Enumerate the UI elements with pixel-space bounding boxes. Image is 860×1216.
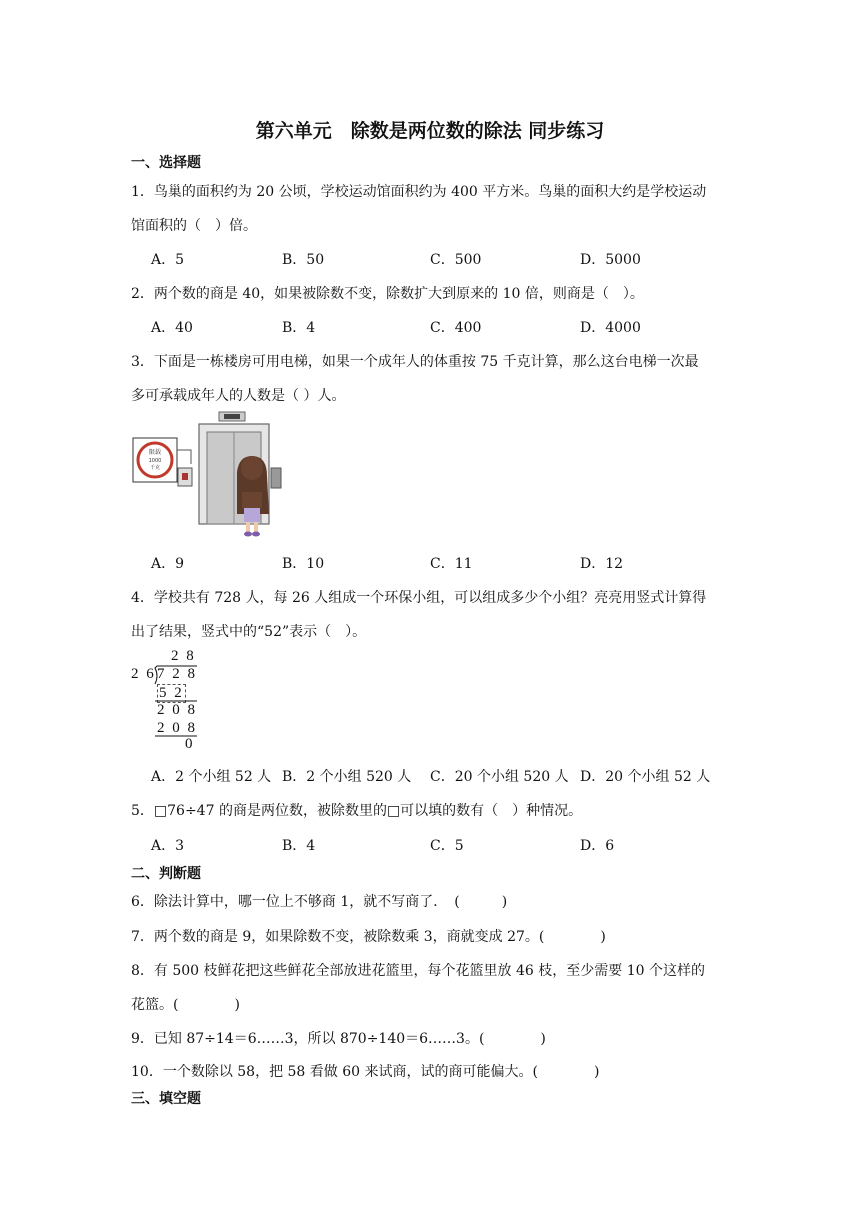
question-5-option-a: A．3	[151, 838, 185, 854]
question-3-option-d: D．12	[580, 556, 624, 572]
question-4-option-d: D．20 个小组 52 人	[580, 769, 711, 785]
division-step-1: 5 2	[159, 685, 184, 701]
sign-text-1: 限载	[148, 449, 162, 456]
question-2-option-b: B．4	[282, 320, 316, 336]
question-8-line-1: 8．有 500 枝鲜花把这些鲜花全部放进花篮里，每个花篮里放 46 枝，至少需要 10 个这样的	[131, 963, 705, 979]
division-quotient: 2 8	[171, 648, 196, 664]
long-division	[131, 648, 211, 752]
sign-text-3: 千克	[149, 465, 161, 471]
question-3-line-2: 多可承载成年人的人数是（ ）人。	[131, 388, 346, 404]
question-5-line-1: 5．□76÷47 的商是两位数，被除数里的□可以填的数有（ ）种情况。	[131, 803, 583, 819]
button-panel	[271, 468, 281, 488]
question-1-option-a: A．5	[151, 252, 185, 268]
question-3-option-c: C．11	[430, 556, 473, 572]
question-4-line-1: 4．学校共有 728 人，每 26 人组成一个环保小组，可以组成多少个小组？亮亮用竖式计算得	[131, 590, 707, 606]
question-1-line-1: 1．鸟巢的面积约为 20 公顷，学校运动馆面积约为 400 平方米。鸟巢的面积大约是学校运动	[131, 184, 707, 200]
question-1-line-2: 馆面积的（ ）倍。	[131, 218, 257, 234]
elevator-illustration	[131, 410, 301, 540]
question-7: 7．两个数的商是 9，如果除数不变，被除数乘 3，商就变成 27。( )	[131, 929, 606, 945]
question-5-option-c: C．5	[430, 838, 464, 854]
question-2-option-d: D．4000	[580, 320, 641, 336]
question-1-option-c: C．500	[430, 252, 482, 268]
question-1-option-b: B．50	[282, 252, 325, 268]
question-2-option-a: A．40	[151, 320, 193, 336]
section-heading-choice: 一、选择题	[131, 155, 201, 171]
division-step-2: 2 0 8	[157, 702, 197, 718]
section-heading-judge: 二、判断题	[131, 866, 201, 882]
question-2-option-c: C．400	[430, 320, 482, 336]
page-title: 第六单元 除数是两位数的除法 同步练习	[255, 120, 605, 142]
question-2-line-1: 2．两个数的商是 40，如果被除数不变，除数扩大到原来的 10 倍，则商是（ ）。	[131, 286, 644, 302]
question-8-line-2: 花篮。( )	[131, 997, 240, 1013]
question-4-option-b: B．2 个小组 520 人	[282, 769, 412, 785]
division-dividend: 7 2 8	[157, 666, 197, 682]
question-4-option-c: C．20 个小组 520 人	[430, 769, 569, 785]
question-6: 6．除法计算中，哪一位上不够商 1，就不写商了． ( )	[131, 894, 508, 910]
question-4-option-a: A．2 个小组 52 人	[151, 769, 272, 785]
question-9: 9．已知 87÷14＝6……3，所以 870÷140＝6……3。( )	[131, 1031, 546, 1047]
question-5-option-b: B．4	[282, 838, 316, 854]
division-remainder: 0	[185, 736, 195, 752]
question-4-line-2: 出了结果，竖式中的“52”表示（ ）。	[131, 624, 367, 640]
division-step-3: 2 0 8	[157, 720, 197, 736]
division-divisor: 2 6	[131, 666, 156, 682]
question-3-line-1: 3．下面是一栋楼房可用电梯，如果一个成年人的体重按 75 千克计算，那么这台电梯一次最	[131, 354, 699, 370]
question-3-option-b: B．10	[282, 556, 325, 572]
sign-text-2: 1000	[148, 458, 162, 464]
section-heading-fill: 三、填空题	[131, 1091, 201, 1107]
question-3-option-a: A．9	[151, 556, 185, 572]
question-1-option-d: D．5000	[580, 252, 641, 268]
question-10: 10．一个数除以 58，把 58 看做 60 来试商，试的商可能偏大。( )	[131, 1064, 600, 1080]
question-5-option-d: D．6	[580, 838, 615, 854]
